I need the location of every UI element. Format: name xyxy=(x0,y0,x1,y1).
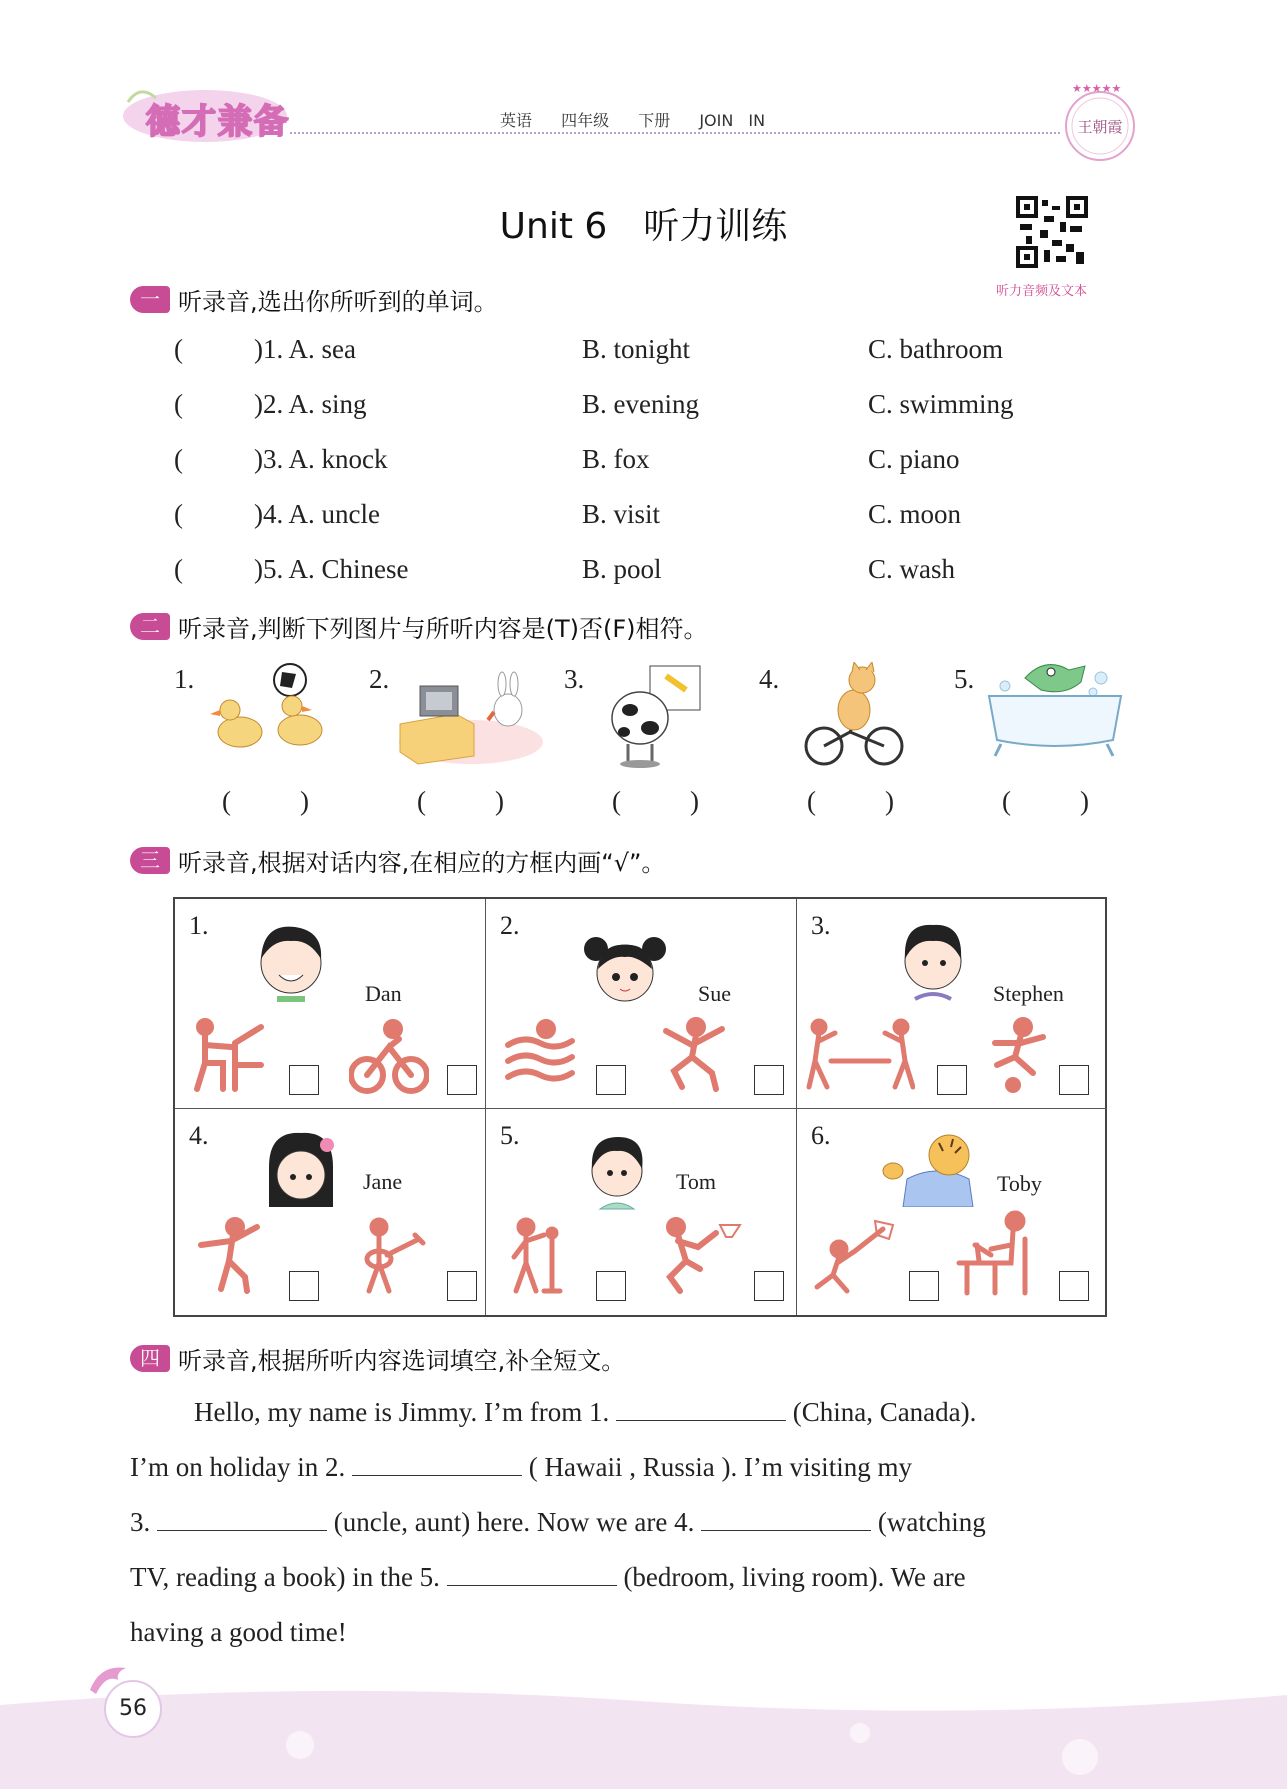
checkbox[interactable] xyxy=(289,1271,319,1301)
tf-answer-input[interactable] xyxy=(238,786,294,818)
header-subject: 英语 xyxy=(500,111,533,130)
answer-blank-input[interactable] xyxy=(190,558,250,590)
answer-blank-input[interactable] xyxy=(190,393,250,425)
checkbox[interactable] xyxy=(1059,1271,1089,1301)
option-c: C. swimming xyxy=(868,389,1014,419)
picture-number: 5. xyxy=(954,664,975,694)
answer-paren-open: ( xyxy=(174,334,183,364)
passage-text: ( Hawaii , Russia ). I’m visiting my xyxy=(528,1452,912,1482)
option-b: B. evening xyxy=(582,389,699,419)
checkbox[interactable] xyxy=(596,1271,626,1301)
checkbox[interactable] xyxy=(447,1065,477,1095)
option-a: )2. A. sing xyxy=(254,389,367,419)
option-b: B. visit xyxy=(582,499,661,529)
page-title: Unit 6 听力训练 xyxy=(499,206,788,247)
part3-heading xyxy=(130,843,665,878)
grid-cell-5 xyxy=(486,1109,797,1315)
answer-paren-close: ) xyxy=(885,786,894,816)
option-b: B. pool xyxy=(582,554,662,584)
passage-text: (China, Canada). xyxy=(792,1397,977,1427)
picture-number: 1. xyxy=(174,664,195,694)
answer-paren-open: ( xyxy=(174,444,183,474)
passage-line-3 xyxy=(130,1495,1127,1550)
grid-cell-3 xyxy=(797,899,1107,1109)
passage-text: 3. xyxy=(130,1507,151,1537)
person-name: Jane xyxy=(363,1169,403,1194)
passage-text: (watching xyxy=(877,1507,986,1537)
footer-wave xyxy=(0,1685,1287,1789)
tf-answer-input[interactable] xyxy=(628,786,684,818)
person-name: Stephen xyxy=(993,981,1064,1006)
part3-grid xyxy=(173,897,1107,1317)
answer-paren-close: ) xyxy=(495,786,504,816)
grid-cell-2 xyxy=(486,899,797,1109)
checkbox[interactable] xyxy=(909,1271,939,1301)
basketball-pictogram-icon xyxy=(656,1217,746,1297)
blank-3-input[interactable] xyxy=(157,1506,327,1531)
option-a: )5. A. Chinese xyxy=(254,554,409,584)
option-c: C. moon xyxy=(868,499,962,529)
tf-answer-input[interactable] xyxy=(1018,786,1074,818)
passage-line-2 xyxy=(130,1440,1127,1495)
cell-number: 6. xyxy=(811,1121,831,1150)
part2-instruction: 听录音,判断下列图片与所听内容是(T)否(F)相符。 xyxy=(178,615,708,643)
guitar-pictogram-icon xyxy=(353,1217,433,1297)
checkbox[interactable] xyxy=(754,1271,784,1301)
blank-5-input[interactable] xyxy=(447,1561,617,1586)
part1-heading xyxy=(130,282,498,317)
option-b: B. fox xyxy=(582,444,650,474)
answer-paren-open: ( xyxy=(222,786,231,816)
header-series: JOIN IN xyxy=(699,111,766,130)
piano-pictogram-icon xyxy=(191,1017,271,1097)
answer-paren-open: ( xyxy=(174,389,183,419)
passage-line-4 xyxy=(130,1550,1127,1605)
grid-cell-4 xyxy=(175,1109,486,1315)
option-c: C. wash xyxy=(868,554,955,584)
cell-number: 5. xyxy=(500,1121,520,1150)
header-divider xyxy=(290,132,1060,134)
picture-number: 3. xyxy=(564,664,585,694)
part2-badge: 二 xyxy=(130,613,170,640)
computer-pictogram-icon xyxy=(955,1209,1045,1299)
part1-badge: 一 xyxy=(130,286,170,313)
answer-blank-input[interactable] xyxy=(190,448,250,480)
checkbox[interactable] xyxy=(1059,1065,1089,1095)
cat-bike-picture xyxy=(800,662,910,772)
kite-pictogram-icon xyxy=(809,1217,909,1297)
picture-number: 2. xyxy=(369,664,390,694)
passage-text: (uncle, aunt) here. Now we are 4. xyxy=(333,1507,695,1537)
checkbox[interactable] xyxy=(937,1065,967,1095)
answer-paren-open: ( xyxy=(174,499,183,529)
person-name: Tom xyxy=(676,1169,717,1194)
table-tennis-pictogram-icon xyxy=(805,1017,915,1097)
dancing-pictogram-icon xyxy=(656,1017,736,1097)
cell-number: 4. xyxy=(189,1121,209,1150)
part1-instruction: 听录音,选出你所听到的单词。 xyxy=(178,288,498,316)
answer-paren-open: ( xyxy=(612,786,621,816)
passage-text: (bedroom, living room). We are xyxy=(623,1562,966,1592)
passage-line-5: having a good time! xyxy=(130,1617,347,1647)
crocodile-bath-picture xyxy=(985,656,1125,766)
answer-blank-input[interactable] xyxy=(190,503,250,535)
option-a: )3. A. knock xyxy=(254,444,388,474)
grid-cell-6 xyxy=(797,1109,1107,1315)
cycling-pictogram-icon xyxy=(349,1017,429,1097)
answer-paren-open: ( xyxy=(807,786,816,816)
checkbox[interactable] xyxy=(754,1065,784,1095)
tiger-face-icon xyxy=(877,1127,987,1207)
checkbox[interactable] xyxy=(596,1065,626,1095)
blank-2-input[interactable] xyxy=(352,1451,522,1476)
passage-text: I’m on holiday in 2. xyxy=(130,1452,346,1482)
part3-badge: 三 xyxy=(130,847,170,874)
person-name: Toby xyxy=(997,1171,1042,1196)
ducks-football-picture xyxy=(200,660,340,770)
answer-paren-close: ) xyxy=(1080,786,1089,816)
header-volume: 下册 xyxy=(638,111,671,130)
checkbox[interactable] xyxy=(289,1065,319,1095)
girl-face-icon xyxy=(261,1127,341,1217)
header-meta xyxy=(500,108,779,131)
passage-text: Hello, my name is Jimmy. I’m from 1. xyxy=(194,1397,610,1427)
brand-text: 德才兼备 xyxy=(146,102,290,142)
part2-heading xyxy=(130,609,708,644)
part4-badge: 四 xyxy=(130,1345,170,1372)
grid-cell-1 xyxy=(175,899,486,1109)
option-a: )1. A. sea xyxy=(254,334,356,364)
blank-4-input[interactable] xyxy=(701,1506,871,1531)
cell-number: 3. xyxy=(811,911,831,940)
answer-blank-input[interactable] xyxy=(190,338,250,370)
rabbit-tv-picture xyxy=(396,664,546,774)
answer-paren-open: ( xyxy=(417,786,426,816)
answer-paren-close: ) xyxy=(300,786,309,816)
person-name: Dan xyxy=(365,981,402,1006)
seal-logo xyxy=(1060,80,1140,166)
blank-1-input[interactable] xyxy=(616,1396,786,1421)
picture-number: 4. xyxy=(759,664,780,694)
cell-number: 2. xyxy=(500,911,520,940)
person-name: Sue xyxy=(698,981,731,1006)
passage xyxy=(130,1385,1127,1660)
boy-face-icon xyxy=(582,1127,652,1217)
part4-instruction: 听录音,根据所听内容选词填空,补全短文。 xyxy=(178,1347,626,1375)
page-number: 56 xyxy=(104,1680,162,1738)
boy-face-icon xyxy=(893,915,973,1005)
qr-code-icon[interactable] xyxy=(1016,196,1088,268)
cell-number: 1. xyxy=(189,911,209,940)
answer-paren-open: ( xyxy=(1002,786,1011,816)
cow-drawing-picture xyxy=(600,662,710,772)
tf-answer-input[interactable] xyxy=(433,786,489,818)
answer-paren-close: ) xyxy=(690,786,699,816)
option-c: C. piano xyxy=(868,444,960,474)
seal-text: 王朝霞 xyxy=(1077,118,1123,136)
answer-paren-open: ( xyxy=(174,554,183,584)
tf-answer-input[interactable] xyxy=(823,786,879,818)
option-b: B. tonight xyxy=(582,334,691,364)
boy-face-icon xyxy=(251,917,331,1007)
brand-logo xyxy=(120,82,290,144)
football-pictogram-icon xyxy=(987,1017,1057,1097)
option-c: C. bathroom xyxy=(868,334,1003,364)
passage-text: TV, reading a book) in the 5. xyxy=(130,1562,440,1592)
swimming-pictogram-icon xyxy=(502,1017,582,1097)
girl-face-icon xyxy=(580,933,670,1013)
singing-pictogram-icon xyxy=(504,1217,584,1297)
dancing-pictogram-icon xyxy=(195,1217,265,1297)
part4-heading xyxy=(130,1341,625,1376)
part3-instruction: 听录音,根据对话内容,在相应的方框内画“√”。 xyxy=(178,849,666,877)
passage-line-1 xyxy=(130,1385,1127,1440)
qr-label: 听力音频及文本 xyxy=(996,284,1088,299)
header-grade: 四年级 xyxy=(561,111,610,130)
checkbox[interactable] xyxy=(447,1271,477,1301)
option-a: )4. A. uncle xyxy=(254,499,380,529)
svg-text:★★★★★: ★★★★★ xyxy=(1072,83,1122,95)
